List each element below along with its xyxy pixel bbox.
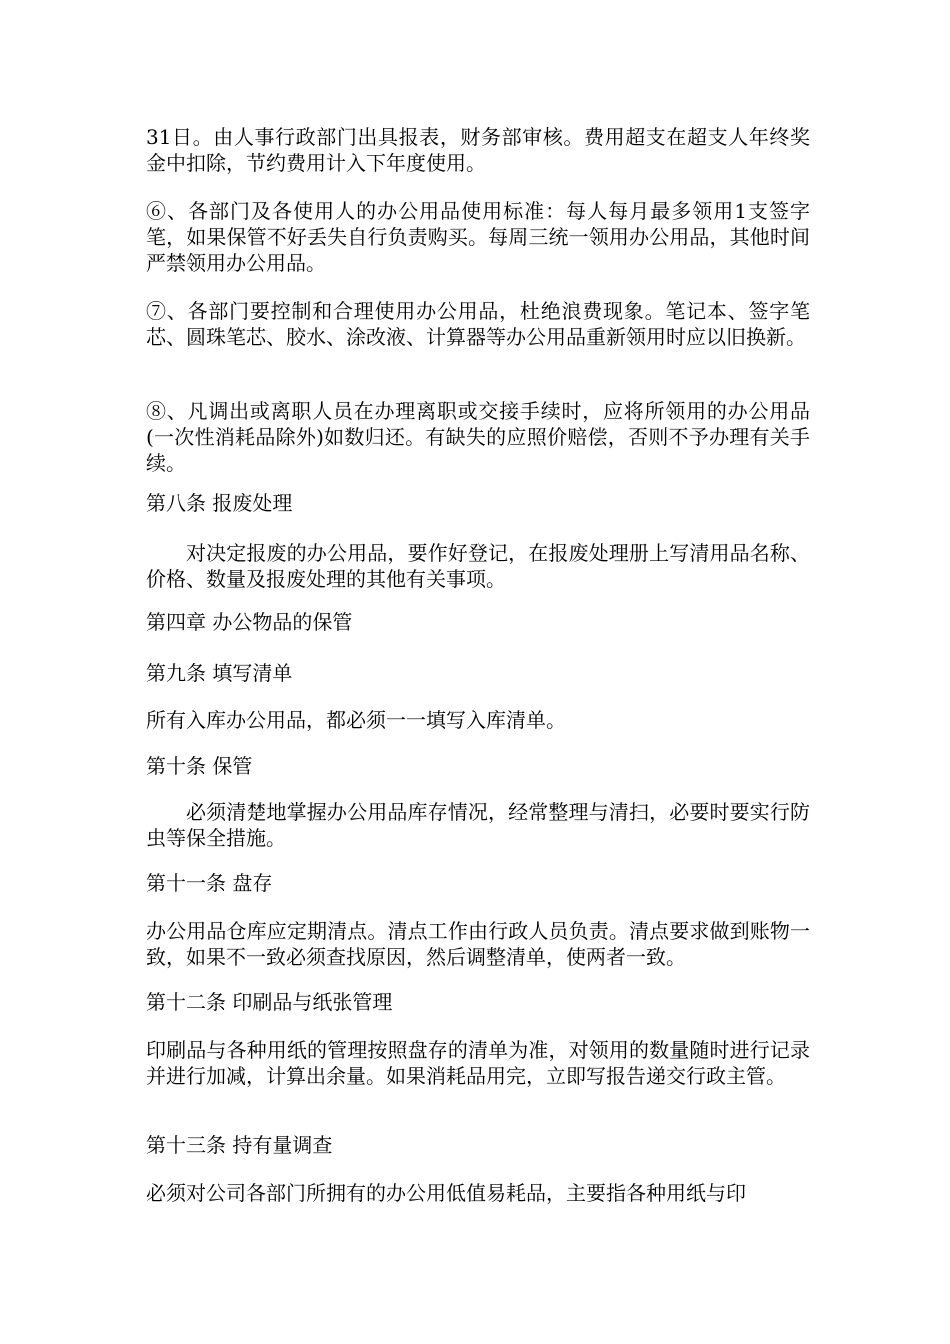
- paragraph-item-6: ⑥、各部门及各使用人的办公用品使用标准：每人每月最多领用1支签字笔，如果保管不好丢失自行负责购买。每周三统一领用办公用品，其他时间严禁领用办公用品。: [146, 199, 810, 275]
- paragraph-article-10-body: 必须清楚地掌握办公用品库存情况，经常整理与清扫，必要时要实行防虫等保全措施。: [146, 800, 810, 850]
- paragraph-budget-close: 31日。由人事行政部门出具报表，财务部审核。费用超支在超支人年终奖金中扣除，节约费用计入下年度使用。: [146, 125, 810, 175]
- heading-article-8: 第八条 报废处理: [146, 491, 293, 515]
- heading-chapter-4: 第四章 办公物品的保管: [146, 610, 353, 634]
- heading-article-9: 第九条 填写清单: [146, 661, 293, 685]
- paragraph-article-8-body: 对决定报废的办公用品，要作好登记，在报废处理册上写清用品名称、价格、数量及报废处理的其他有关事项。: [146, 541, 810, 591]
- paragraph-article-11-body: 办公用品仓库应定期清点。清点工作由行政人员负责。清点要求做到账物一致，如果不一致必须查找原因，然后调整清单，使两者一致。: [146, 919, 810, 969]
- paragraph-item-8: ⑧、凡调出或离职人员在办理离职或交接手续时，应将所领用的办公用品(一次性消耗品除外)如数归还。有缺失的应照价赔偿，否则不予办理有关手续。: [146, 399, 810, 475]
- paragraph-article-9-body: 所有入库办公用品，都必须一一填写入库清单。: [146, 708, 566, 732]
- paragraph-item-7: ⑦、各部门要控制和合理使用办公用品，杜绝浪费现象。笔记本、签字笔芯、圆珠笔芯、胶水、涂改液、计算器等办公用品重新领用时应以旧换新。: [146, 299, 810, 349]
- heading-article-10: 第十条 保管: [146, 754, 253, 778]
- heading-article-13: 第十三条 持有量调查: [146, 1133, 333, 1157]
- paragraph-article-12-body: 印刷品与各种用纸的管理按照盘存的清单为准，对领用的数量随时进行记录并进行加减，计算出余量。如果消耗品用完，立即写报告递交行政主管。: [146, 1038, 810, 1088]
- heading-article-12: 第十二条 印刷品与纸张管理: [146, 990, 393, 1014]
- heading-article-11: 第十一条 盘存: [146, 871, 273, 895]
- paragraph-article-13-body: 必须对公司各部门所拥有的办公用低值易耗品，主要指各种用纸与印: [146, 1181, 746, 1205]
